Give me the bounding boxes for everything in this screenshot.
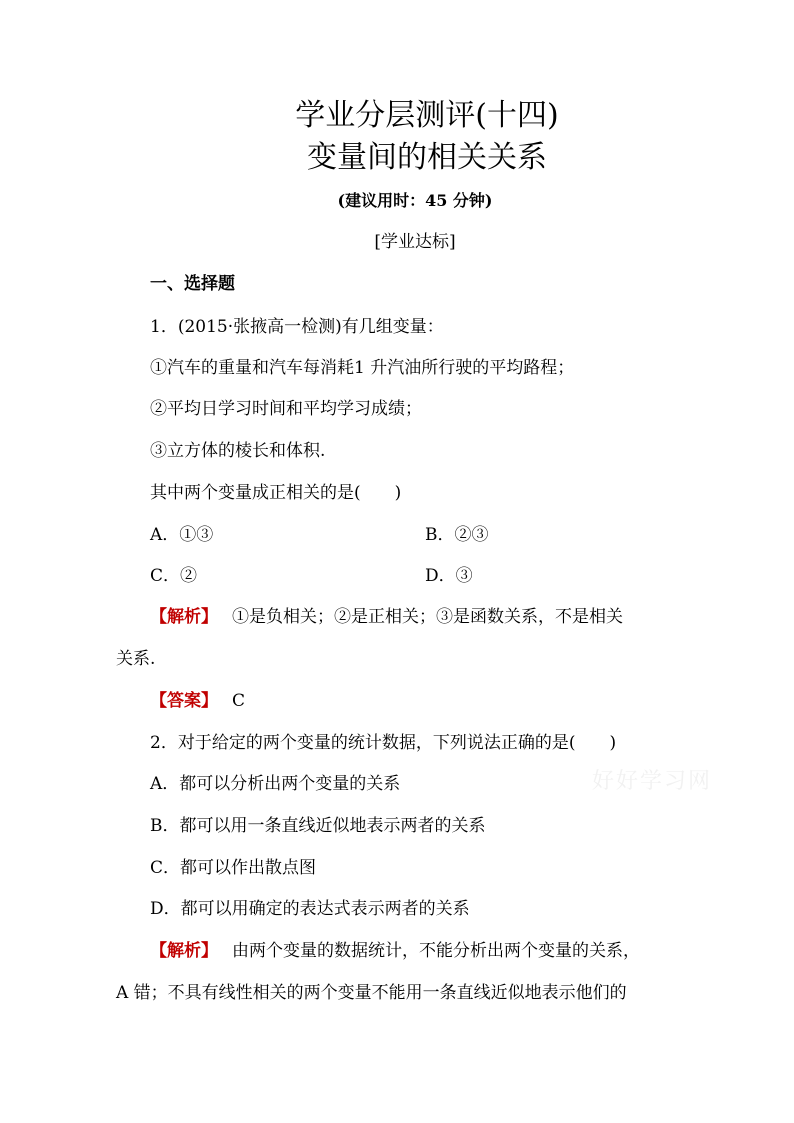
q2-option-a: A．都可以分析出两个变量的关系 [150, 774, 401, 794]
q1-answer-label: 【答案】 [150, 691, 218, 711]
page-subtitle: 变量间的相关关系 [307, 140, 547, 175]
q1-item-3: ③立方体的棱长和体积. [150, 441, 326, 461]
q2-analysis-text: 由两个变量的数据统计，不能分析出两个变量的关系， [232, 941, 640, 961]
q1-analysis-continued: 关系. [116, 649, 156, 669]
section-heading: 一、选择题 [150, 274, 235, 294]
q1-stem: 1．(2015·张掖高一检测)有几组变量： [150, 317, 444, 337]
q2-analysis-continued: A 错；不具有线性相关的两个变量不能用一条直线近似地表示他们的 [116, 983, 627, 1003]
q2-analysis-label: 【解析】 [150, 941, 218, 961]
q1-answer-value: C [232, 691, 246, 711]
q1-item-1: ①汽车的重量和汽车每消耗1 升汽油所行驶的平均路程； [150, 358, 575, 378]
q1-option-a: A．①③ [150, 525, 214, 545]
page-title: 学业分层测评(十四) [295, 98, 559, 133]
q1-analysis-label: 【解析】 [150, 607, 218, 627]
q1-option-d: D．③ [425, 566, 473, 586]
q2-stem: 2．对于给定的两个变量的统计数据，下列说法正确的是( ) [150, 733, 617, 753]
q1-analysis-text: ①是负相关；②是正相关；③是函数关系，不是相关 [232, 607, 623, 627]
q2-option-d: D．都可以用确定的表达式表示两者的关系 [150, 899, 470, 919]
q1-answer [150, 689, 245, 713]
section-tag: [学业达标] [374, 232, 456, 252]
q1-analysis [150, 605, 682, 629]
q2-option-c: C．都可以作出散点图 [150, 858, 317, 878]
q2-option-b: B．都可以用一条直线近似地表示两者的关系 [150, 816, 486, 836]
q1-option-b: B．②③ [425, 525, 489, 545]
q2-analysis [150, 939, 640, 963]
q1-option-c: C．② [150, 566, 198, 586]
q1-question: 其中两个变量成正相关的是( ) [150, 483, 402, 503]
watermark: 好好学习网 [592, 769, 713, 794]
q1-item-2: ②平均日学习时间和平均学习成绩； [150, 399, 422, 419]
time-hint: (建议用时：45 分钟) [337, 191, 493, 210]
